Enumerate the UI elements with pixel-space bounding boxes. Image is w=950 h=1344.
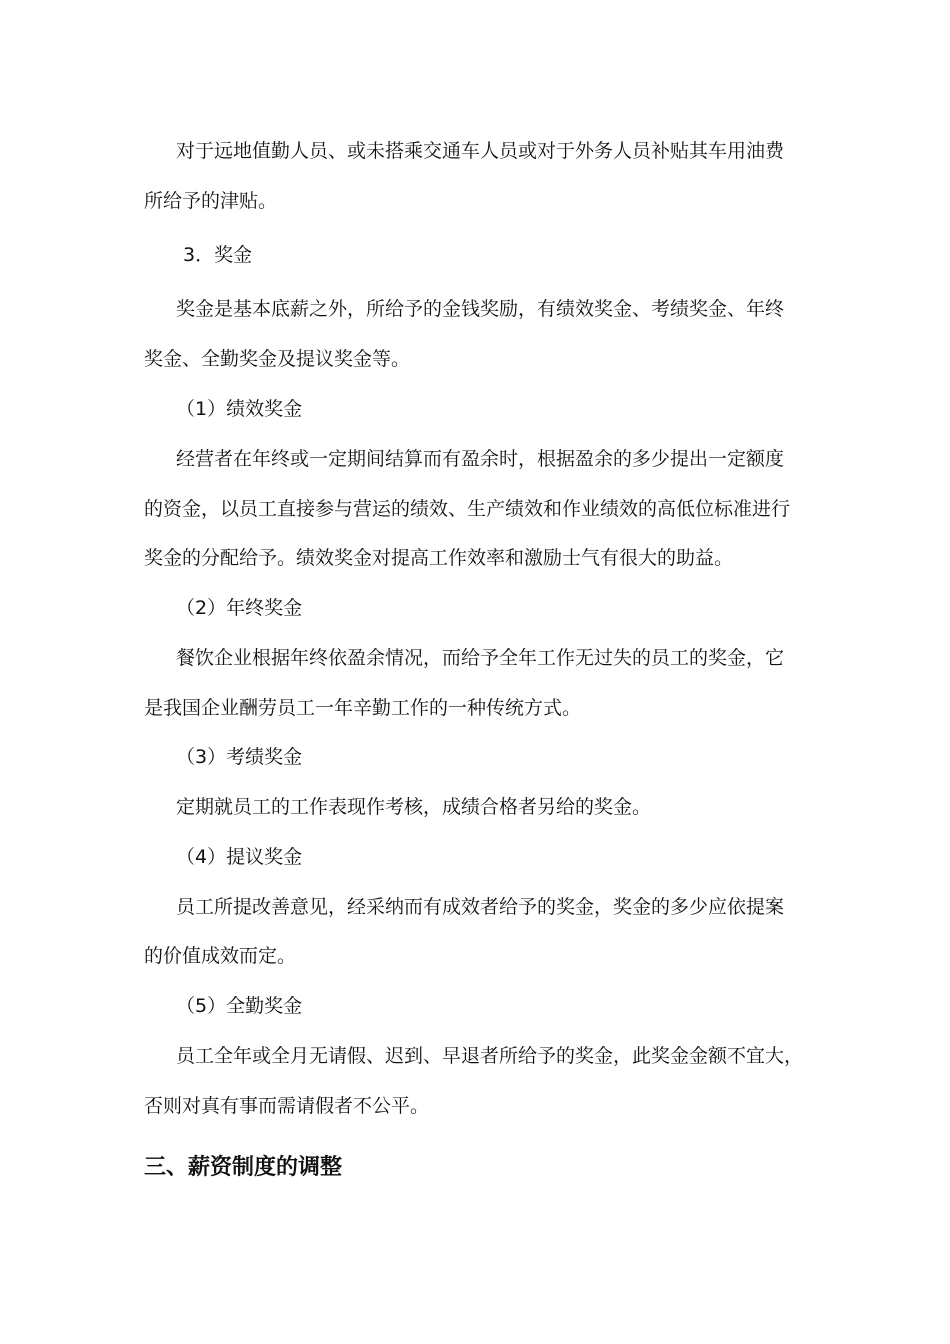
paragraph-line: 是我国企业酬劳员工一年辛勤工作的一种传统方式。 (144, 697, 582, 719)
section-heading: 三、薪资制度的调整 (144, 1155, 343, 1180)
paragraph-line: 员工所提改善意见，经采纳而有成效者给予的奖金，奖金的多少应依提案 (176, 896, 785, 918)
paragraph-line: 定期就员工的工作表现作考核，成绩合格者另给的奖金。 (176, 796, 652, 818)
paragraph-line: 员工全年或全月无请假、迟到、早退者所给予的奖金，此奖金金额不宜大， (176, 1045, 804, 1067)
paragraph-line: 否则对真有事而需请假者不公平。 (144, 1095, 430, 1117)
paragraph-line: 奖金的分配给予。绩效奖金对提高工作效率和激励士气有很大的助益。 (144, 547, 734, 569)
subheading-year-end-bonus: （2）年终奖金 (176, 597, 303, 619)
paragraph-line: 对于远地值勤人员、或未搭乘交通车人员或对于外务人员补贴其车用油费 (176, 140, 785, 162)
paragraph-line: 所给予的津贴。 (144, 190, 278, 212)
subheading-evaluation-bonus: （3）考绩奖金 (176, 746, 303, 768)
paragraph-line: 的价值成效而定。 (144, 945, 297, 967)
paragraph-line: 奖金、全勤奖金及提议奖金等。 (144, 348, 411, 370)
subheading-performance-bonus: （1）绩效奖金 (176, 398, 303, 420)
subheading-bonus: 3．奖金 (183, 244, 253, 266)
subheading-suggestion-bonus: （4）提议奖金 (176, 846, 303, 868)
paragraph-line: 奖金是基本底薪之外，所给予的金钱奖励，有绩效奖金、考绩奖金、年终 (176, 298, 785, 320)
paragraph-line: 经营者在年终或一定期间结算而有盈余时，根据盈余的多少提出一定额度 (176, 448, 785, 470)
paragraph-line: 餐饮企业根据年终依盈余情况，而给予全年工作无过失的员工的奖金，它 (176, 647, 785, 669)
paragraph-line: 的资金，以员工直接参与营运的绩效、生产绩效和作业绩效的高低位标准进行 (144, 498, 791, 520)
subheading-attendance-bonus: （5）全勤奖金 (176, 995, 303, 1017)
